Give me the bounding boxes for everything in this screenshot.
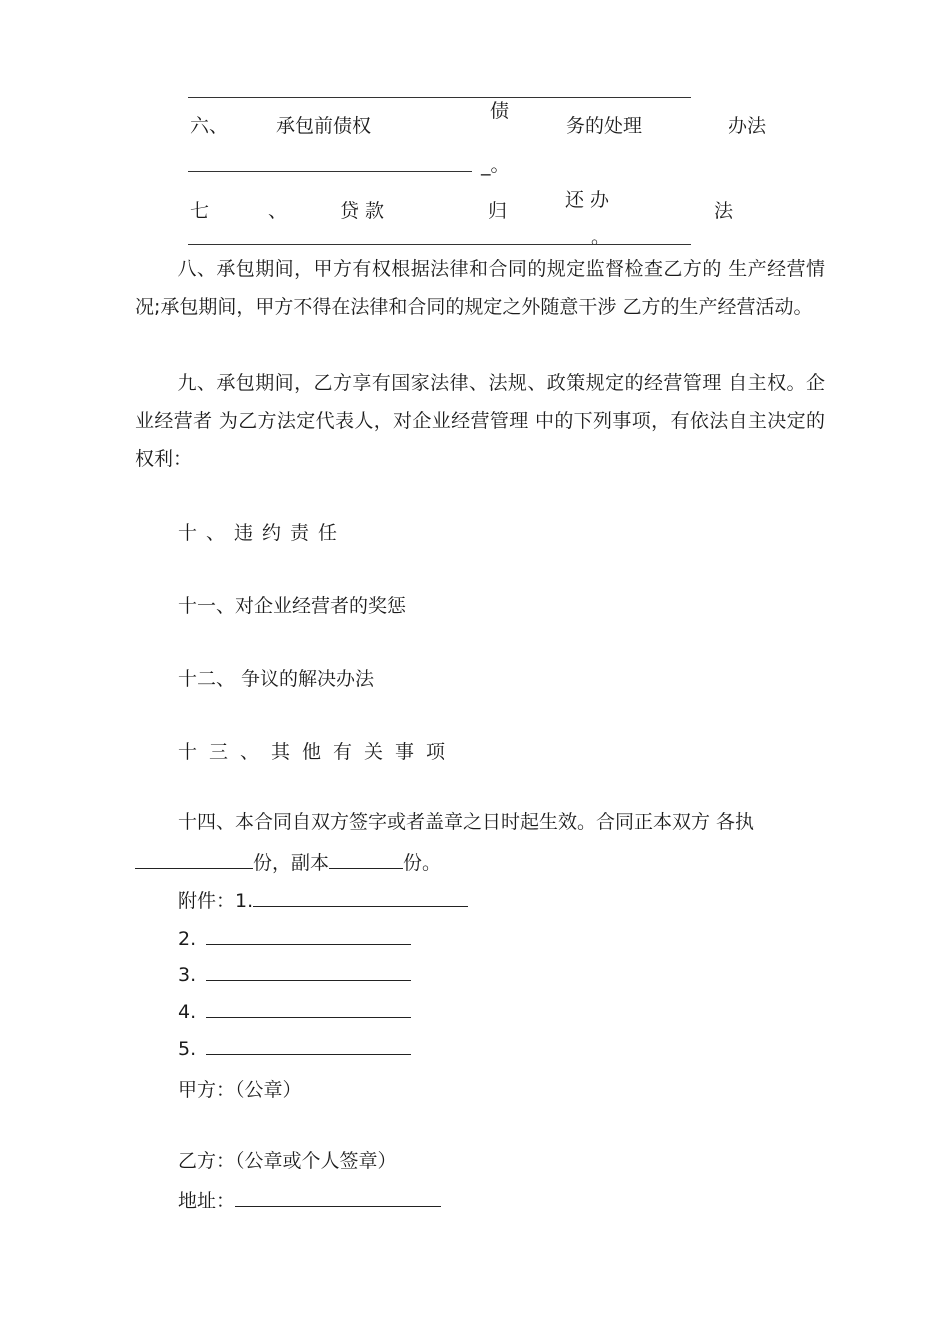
section7-part2: 归 — [488, 200, 508, 222]
section6-raised: 债 — [490, 100, 510, 122]
section14-line1: 十四、本合同自双方签字或者盖章之日时起生效。合同正本双方 各执 — [178, 811, 755, 833]
party-b-signature: 乙方：（公章或个人签章） — [178, 1150, 397, 1172]
address-label: 地址： — [178, 1190, 236, 1212]
section7-raised: 还办 — [565, 189, 616, 211]
section14-copies-label: 份，副本 — [253, 852, 330, 874]
section7-tail: 。 — [591, 226, 611, 248]
section9-text: 九、承包期间，乙方享有国家法律、法规、政策规定的经营管理 自主权。企业经营者 为乙方法定代表人，对企业经营管理 中的下列事项，有依法自主决定的权利： — [135, 372, 825, 470]
attachment-2-blank[interactable] — [206, 926, 411, 945]
section13-heading: 十三、其他有关事项 — [178, 741, 458, 763]
attachment-5-blank[interactable] — [206, 1036, 411, 1055]
section7-part1: 贷款 — [340, 200, 391, 222]
attachment-label: 附件：1. — [178, 890, 254, 912]
attachment-1-blank[interactable] — [253, 888, 468, 907]
attachment-2 — [178, 926, 411, 949]
section6-fill-line — [188, 171, 472, 172]
attachment-4-number: 4. — [178, 1001, 197, 1023]
section11-heading: 十一、对企业经营者的奖惩 — [178, 595, 407, 617]
section7-fill-line — [188, 244, 691, 245]
section8-text: 八、承包期间，甲方有权根据法律和合同的规定监督检查乙方的 生产经营情况;承包期间，甲方不得在法律和合同的规定之外随意干涉 乙方的生产经营活动。 — [135, 258, 825, 318]
attachment-3-number: 3. — [178, 964, 197, 986]
attachment-3 — [178, 962, 411, 985]
address-blank[interactable] — [235, 1188, 441, 1207]
address-line — [178, 1188, 441, 1211]
section12-heading: 十二、 争议的解决办法 — [178, 668, 375, 690]
original-copies-blank[interactable] — [135, 850, 253, 869]
section7-separator: 、 — [268, 200, 288, 222]
top-rule — [188, 97, 691, 98]
section7-part3: 法 — [714, 200, 734, 222]
attachment-3-blank[interactable] — [206, 962, 411, 981]
attachment-4-blank[interactable] — [206, 999, 411, 1018]
section6-part2: 务的处理 — [566, 115, 643, 137]
section6-part1: 承包前债权 — [276, 115, 372, 137]
section7-number: 七 — [190, 200, 210, 222]
attachment-5-number: 5. — [178, 1038, 197, 1060]
attachment-2-number: 2. — [178, 928, 197, 950]
attachment-4 — [178, 999, 411, 1022]
duplicate-copies-blank[interactable] — [329, 850, 403, 869]
section8-paragraph — [135, 250, 825, 326]
section14-line2 — [135, 850, 441, 873]
section14-end: 份。 — [403, 852, 442, 874]
section6-part3: 办法 — [728, 115, 767, 137]
party-a-signature: 甲方：（公章） — [178, 1079, 302, 1101]
attachment-1 — [178, 888, 468, 911]
section6-tail: _。 — [481, 154, 510, 176]
section10-heading: 十、违约责任 — [178, 522, 347, 544]
section6-number: 六、 — [190, 115, 229, 137]
section9-paragraph — [135, 364, 825, 478]
attachment-5 — [178, 1036, 411, 1059]
